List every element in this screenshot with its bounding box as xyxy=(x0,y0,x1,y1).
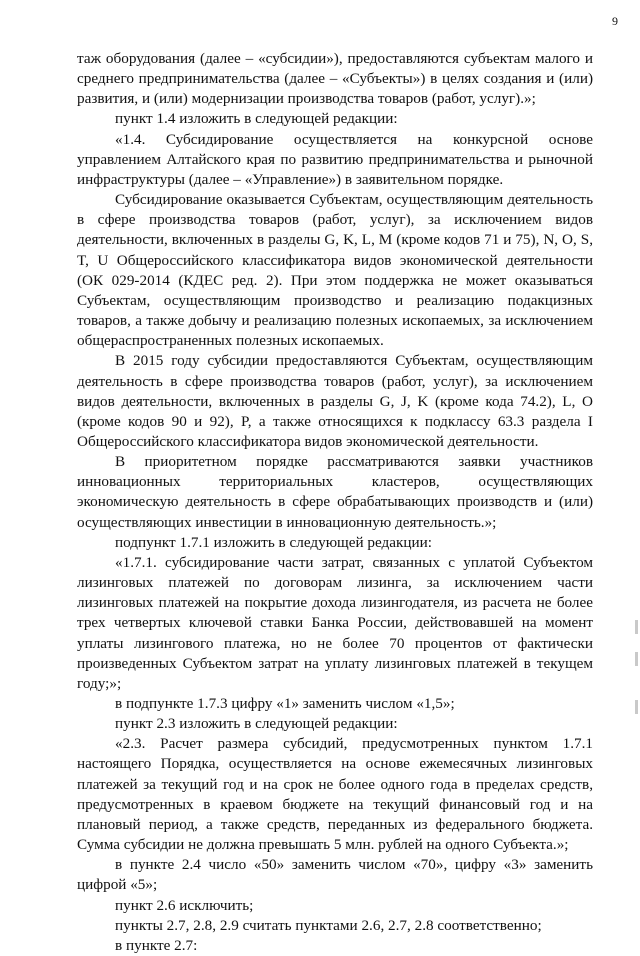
paragraph: В приоритетном порядке рассматриваются заявки участников инновационных территориальных кластеров, осуществляющих экономическую деятельность в сфере обрабатывающих производств и (или) осуществляющих инвестиции в инновационную деятельность.»; xyxy=(77,453,593,531)
paragraph: Субсидирование оказывается Субъектам, осуществляющим деятельность в сфере производства товаров (работ, услуг), за исключением видов деятельности, включенных в разделы G, K, L, M (кроме кодов 71 и 75), N, O, S, T, U Общероссийского классификатора видов экономической деятельности (ОК 029-2014 (КДЕС ред. 2). При этом поддержка не может оказываться Субъектам, осуществляющим производство и реализацию подакцизных товаров, а также добычу и реализацию полезных ископаемых, за исключением общераспространенных полезных ископаемых. xyxy=(77,191,593,350)
paragraph: подпункт 1.7.1 изложить в следующей редакции: xyxy=(115,533,432,551)
paragraph: пункт 2.3 изложить в следующей редакции: xyxy=(115,715,398,733)
paragraph: пункт 1.4 изложить в следующей редакции: xyxy=(115,110,398,128)
paragraph: в подпункте 1.7.3 цифру «1» заменить числом «1,5»; xyxy=(115,695,455,712)
paragraph: в пункте 2.7: xyxy=(115,936,198,954)
paragraph: пункт 2.6 исключить; xyxy=(115,896,254,914)
paragraph: «1.7.1. субсидирование части затрат, связанных с уплатой Субъектом лизинговых платежей по договорам лизинга, за исключением части лизинговых платежей на покрытие дохода лизингодателя, из расчета не более трех четвертых ключевой ставки Банка России, действовавшей на момент уплаты лизингового платежа, но не более 70 процентов от фактически произведенных Субъектом затрат на уплату лизинговых платежей в текущем году;»; xyxy=(77,553,593,692)
paragraph: В 2015 году субсидии предоставляются Субъектам, осуществляющим деятельность в сфере производства товаров (работ, услуг), за исключением видов деятельности, включенных в разделы G, J, K (кроме кода 74.2), L, O (кроме кодов 90 и 92), P, а также относящихся к подклассу 63.3 раздела I Общероссийского классификатора видов экономической деятельности. xyxy=(77,352,593,450)
scan-margin-mark xyxy=(635,652,638,666)
paragraph: пункты 2.7, 2.8, 2.9 считать пунктами 2.6, 2.7, 2.8 соответственно; xyxy=(115,916,542,934)
scan-margin-mark xyxy=(635,620,638,634)
paragraph: в пункте 2.4 число «50» заменить числом «70», цифру «3» заменить цифрой «5»; xyxy=(77,856,593,894)
scan-margin-mark xyxy=(635,700,638,714)
document-body xyxy=(77,49,593,956)
page-number: 9 xyxy=(612,14,618,28)
paragraph: «1.4. Субсидирование осуществляется на конкурсной основе управлением Алтайского края по развитию предпринимательства и рыночной инфраструктуры (далее – «Управление») в заявительном порядке. xyxy=(77,130,593,188)
paragraph: таж оборудования (далее – «субсидии»), предоставляются субъектам малого и среднего предпринимательства (далее – «Субъекты») в целях создания и (или) развития, и (или) модернизации производства товаров (работ, услуг).»; xyxy=(77,50,593,108)
paragraph: «2.3. Расчет размера субсидий, предусмотренных пунктом 1.7.1 настоящего Порядка, осуществляется на основе ежемесячных лизинговых платежей за текущий год и на срок не более одного года в пределах средств, предусмотренных в краевом бюджете на текущий финансовый год и на плановый период, а также средств, переданных из федерального бюджета. Сумма субсидии не должна превышать 5 млн. рублей на одного Субъекта.»; xyxy=(77,735,593,854)
